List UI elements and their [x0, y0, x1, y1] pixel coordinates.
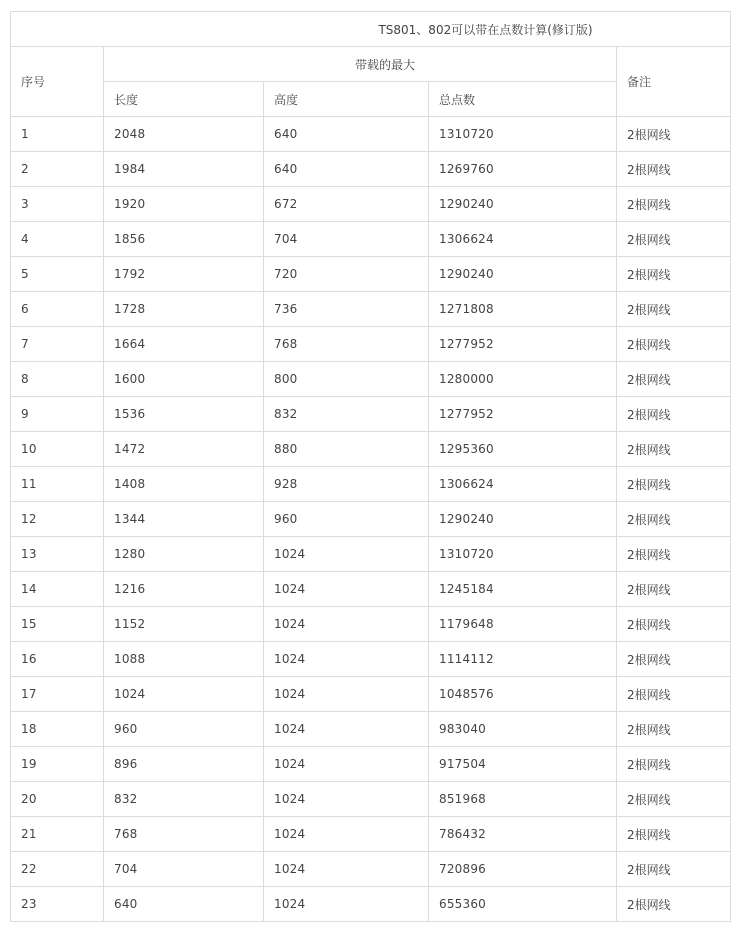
cell-total: 1280000	[429, 362, 617, 397]
table-row	[11, 397, 731, 432]
cell-index: 20	[11, 782, 104, 817]
cell-height: 928	[264, 467, 429, 502]
cell-note: 2根网线	[617, 222, 731, 257]
cell-height: 640	[264, 152, 429, 187]
cell-total: 851968	[429, 782, 617, 817]
cell-note: 2根网线	[617, 292, 731, 327]
cell-total: 1114112	[429, 642, 617, 677]
cell-note: 2根网线	[617, 152, 731, 187]
cell-note: 2根网线	[617, 257, 731, 292]
cell-height: 880	[264, 432, 429, 467]
cell-length: 1472	[104, 432, 264, 467]
cell-length: 1280	[104, 537, 264, 572]
cell-length: 832	[104, 782, 264, 817]
cell-height: 640	[264, 117, 429, 152]
cell-height: 720	[264, 257, 429, 292]
cell-height: 1024	[264, 642, 429, 677]
cell-total: 1290240	[429, 257, 617, 292]
cell-index: 14	[11, 572, 104, 607]
cell-index: 6	[11, 292, 104, 327]
cell-total: 786432	[429, 817, 617, 852]
cell-length: 704	[104, 852, 264, 887]
cell-height: 1024	[264, 712, 429, 747]
cell-note: 2根网线	[617, 642, 731, 677]
cell-index: 7	[11, 327, 104, 362]
cell-index: 13	[11, 537, 104, 572]
cell-height: 768	[264, 327, 429, 362]
cell-length: 1536	[104, 397, 264, 432]
table-row	[11, 782, 731, 817]
title-row	[11, 12, 731, 47]
cell-note: 2根网线	[617, 607, 731, 642]
table-row	[11, 152, 731, 187]
table-row	[11, 117, 731, 152]
cell-index: 21	[11, 817, 104, 852]
cell-length: 640	[104, 887, 264, 922]
cell-total: 1310720	[429, 117, 617, 152]
cell-height: 1024	[264, 747, 429, 782]
cell-length: 1792	[104, 257, 264, 292]
cell-total: 917504	[429, 747, 617, 782]
cell-height: 960	[264, 502, 429, 537]
cell-index: 3	[11, 187, 104, 222]
cell-note: 2根网线	[617, 852, 731, 887]
cell-length: 1600	[104, 362, 264, 397]
cell-note: 2根网线	[617, 817, 731, 852]
cell-total: 1295360	[429, 432, 617, 467]
cell-note: 2根网线	[617, 467, 731, 502]
table-row	[11, 642, 731, 677]
cell-length: 1664	[104, 327, 264, 362]
cell-note: 2根网线	[617, 502, 731, 537]
table-title: TS801、802可以带在点数计算(修订版)	[11, 12, 731, 47]
table-row	[11, 432, 731, 467]
cell-height: 672	[264, 187, 429, 222]
table-row	[11, 257, 731, 292]
cell-note: 2根网线	[617, 537, 731, 572]
table-row	[11, 502, 731, 537]
cell-total: 983040	[429, 712, 617, 747]
cell-note: 2根网线	[617, 887, 731, 922]
cell-height: 1024	[264, 782, 429, 817]
header-length: 长度	[104, 82, 264, 117]
cell-index: 19	[11, 747, 104, 782]
cell-length: 1344	[104, 502, 264, 537]
cell-index: 5	[11, 257, 104, 292]
cell-total: 1306624	[429, 222, 617, 257]
cell-note: 2根网线	[617, 397, 731, 432]
table-row	[11, 747, 731, 782]
cell-index: 22	[11, 852, 104, 887]
cell-height: 1024	[264, 887, 429, 922]
cell-length: 1216	[104, 572, 264, 607]
table-row	[11, 362, 731, 397]
cell-total: 1277952	[429, 397, 617, 432]
header-group: 带载的最大	[104, 47, 617, 82]
cell-total: 1271808	[429, 292, 617, 327]
cell-index: 11	[11, 467, 104, 502]
cell-length: 1920	[104, 187, 264, 222]
cell-total: 1048576	[429, 677, 617, 712]
cell-total: 1306624	[429, 467, 617, 502]
header-note: 备注	[617, 47, 731, 117]
cell-index: 10	[11, 432, 104, 467]
cell-index: 16	[11, 642, 104, 677]
cell-index: 8	[11, 362, 104, 397]
table-row	[11, 677, 731, 712]
table-row	[11, 327, 731, 362]
table-body	[11, 12, 731, 922]
table-row	[11, 222, 731, 257]
cell-note: 2根网线	[617, 572, 731, 607]
cell-index: 15	[11, 607, 104, 642]
table-row	[11, 572, 731, 607]
cell-length: 2048	[104, 117, 264, 152]
cell-length: 960	[104, 712, 264, 747]
cell-note: 2根网线	[617, 677, 731, 712]
cell-note: 2根网线	[617, 187, 731, 222]
table-row	[11, 187, 731, 222]
cell-height: 1024	[264, 817, 429, 852]
cell-total: 720896	[429, 852, 617, 887]
cell-height: 832	[264, 397, 429, 432]
header-index: 序号	[11, 47, 104, 117]
cell-height: 1024	[264, 572, 429, 607]
cell-length: 1984	[104, 152, 264, 187]
cell-height: 1024	[264, 537, 429, 572]
table-row	[11, 852, 731, 887]
table-row	[11, 817, 731, 852]
table-row	[11, 607, 731, 642]
cell-length: 1024	[104, 677, 264, 712]
header-height: 高度	[264, 82, 429, 117]
cell-height: 736	[264, 292, 429, 327]
table-row	[11, 712, 731, 747]
cell-note: 2根网线	[617, 747, 731, 782]
table-row	[11, 292, 731, 327]
cell-total: 1290240	[429, 187, 617, 222]
cell-height: 1024	[264, 607, 429, 642]
cell-note: 2根网线	[617, 327, 731, 362]
table-row	[11, 467, 731, 502]
cell-height: 800	[264, 362, 429, 397]
cell-height: 1024	[264, 852, 429, 887]
cell-total: 1245184	[429, 572, 617, 607]
header-row-1	[11, 47, 731, 82]
cell-note: 2根网线	[617, 362, 731, 397]
cell-index: 9	[11, 397, 104, 432]
cell-total: 1269760	[429, 152, 617, 187]
cell-index: 4	[11, 222, 104, 257]
cell-index: 2	[11, 152, 104, 187]
points-table	[10, 11, 731, 922]
cell-index: 23	[11, 887, 104, 922]
cell-height: 704	[264, 222, 429, 257]
cell-total: 1277952	[429, 327, 617, 362]
cell-note: 2根网线	[617, 712, 731, 747]
cell-note: 2根网线	[617, 782, 731, 817]
cell-length: 896	[104, 747, 264, 782]
table-row	[11, 887, 731, 922]
cell-length: 1408	[104, 467, 264, 502]
cell-total: 1179648	[429, 607, 617, 642]
cell-note: 2根网线	[617, 432, 731, 467]
cell-length: 1152	[104, 607, 264, 642]
cell-length: 1088	[104, 642, 264, 677]
cell-index: 12	[11, 502, 104, 537]
table-wrapper	[10, 11, 731, 922]
cell-height: 1024	[264, 677, 429, 712]
cell-length: 1856	[104, 222, 264, 257]
cell-total: 1290240	[429, 502, 617, 537]
header-total: 总点数	[429, 82, 617, 117]
cell-index: 17	[11, 677, 104, 712]
cell-index: 1	[11, 117, 104, 152]
cell-note: 2根网线	[617, 117, 731, 152]
table-row	[11, 537, 731, 572]
cell-total: 1310720	[429, 537, 617, 572]
cell-length: 1728	[104, 292, 264, 327]
cell-index: 18	[11, 712, 104, 747]
cell-length: 768	[104, 817, 264, 852]
cell-total: 655360	[429, 887, 617, 922]
